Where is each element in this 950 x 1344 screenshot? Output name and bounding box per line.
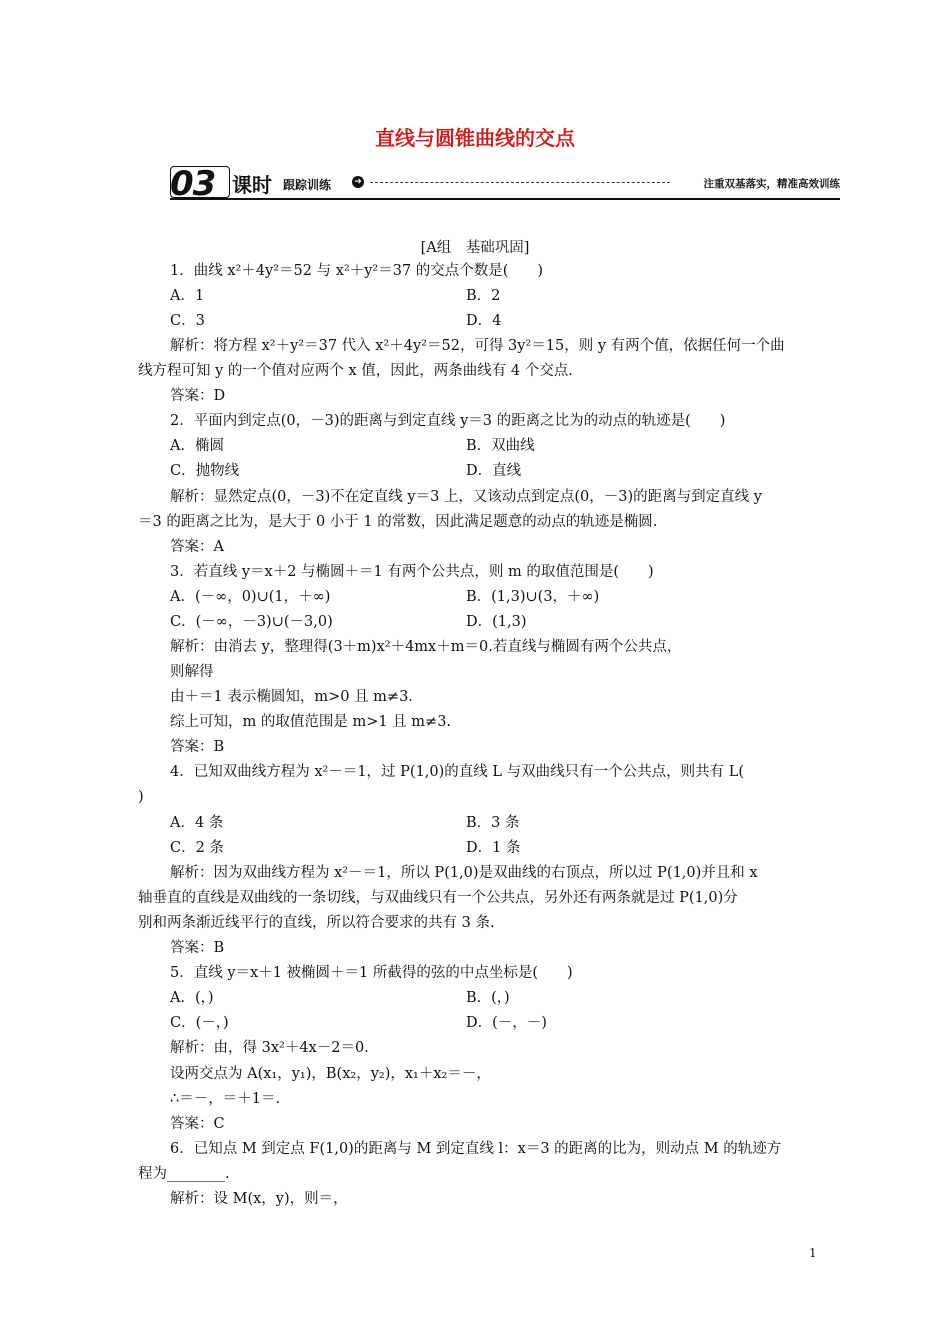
question-6: 6．已知点 M 到定点 F(1,0)的距离与 M 到定直线 l：x＝3 的距离的比为，则动点 M 的轨迹方	[170, 1141, 782, 1157]
q1-option-a: A．1	[170, 288, 205, 304]
q3-analysis-line: 综上可知，m 的取值范围是 m>1 且 m≠3.	[170, 714, 452, 730]
q5-analysis-line: 解析：由，得 3x²＋4x－2＝0.	[170, 1040, 369, 1056]
group-header: [A组 基础巩固]	[420, 240, 530, 256]
question-5: 5．直线 y＝x＋1 被椭圆＋＝1 所截得的弦的中点坐标是( )	[170, 965, 573, 981]
page-title: 直线与圆锥曲线的交点	[375, 126, 575, 150]
arrow-icon: ➔	[352, 176, 364, 188]
q4-option-d: D．1 条	[466, 840, 521, 856]
lesson-banner	[170, 160, 840, 204]
q3-option-c: C．(－∞，－3)∪(－3,0)	[170, 614, 333, 630]
q4-option-a: A．4 条	[170, 815, 224, 831]
q4-analysis-line: 轴垂直的直线是双曲线的一条切线，与双曲线只有一个公共点，另外还有两条就是过 P(1,0)分	[138, 890, 738, 906]
q2-analysis-line: ＝3 的距离之比为，是大于 0 小于 1 的常数，因此满足题意的动点的轨迹是椭圆.	[138, 514, 658, 530]
banner-rule	[170, 198, 840, 200]
q2-option-d: D．直线	[466, 463, 522, 479]
q5-option-a: A．(，)	[170, 990, 214, 1006]
q6-analysis-line: 解析：设 M(x，y)，则＝，	[170, 1191, 348, 1207]
q5-analysis-line: ∴＝－，＝＋1＝.	[170, 1091, 281, 1107]
q4-analysis-line: 别和两条渐近线平行的直线，所以符合要求的共有 3 条.	[138, 915, 495, 931]
q2-answer: 答案：A	[170, 539, 224, 555]
lesson-word: 课时	[232, 173, 272, 197]
q3-option-b: B．(1,3)∪(3，＋∞)	[466, 589, 600, 605]
question-6-continued: 程为________.	[138, 1166, 230, 1182]
q5-analysis-line: 设两交点为 A(x₁，y₁)，B(x₂，y₂)，x₁＋x₂＝－，	[170, 1066, 491, 1082]
q3-analysis-line: 则解得	[170, 664, 214, 680]
q2-analysis-line: 解析：显然定点(0，－3)不在定直线 y＝3 上，又该动点到定点(0，－3)的距离与到定直线 y	[170, 489, 762, 505]
q1-analysis-line: 解析：将方程 x²＋y²＝37 代入 x²＋4y²＝52，可得 3y²＝15，则 y 有两个值，依据任何一个曲	[170, 338, 785, 354]
question-3: 3．若直线 y＝x＋2 与椭圆＋＝1 有两个公共点，则 m 的取值范围是( )	[170, 564, 654, 580]
q1-option-d: D．4	[466, 313, 502, 329]
q4-analysis-line: 解析：因为双曲线方程为 x²－＝1，所以 P(1,0)是双曲线的右顶点，所以过 P(1,0)并且和 x	[170, 865, 758, 881]
q4-option-c: C．2 条	[170, 840, 224, 856]
q3-analysis-line: 由＋＝1 表示椭圆知，m>0 且 m≠3.	[170, 689, 413, 705]
q3-analysis-line: 解析：由消去 y，整理得(3＋m)x²＋4mx＋m＝0.若直线与椭圆有两个公共点，	[170, 639, 682, 655]
q1-option-b: B．2	[466, 288, 501, 304]
q5-option-c: C．(－，)	[170, 1015, 229, 1031]
q4-answer: 答案：B	[170, 940, 225, 956]
question-4-continued: )	[138, 789, 144, 805]
banner-note: 注重双基落实，精准高效训练	[703, 178, 840, 190]
q5-option-d: D．(－，－)	[466, 1015, 547, 1031]
q1-option-c: C．3	[170, 313, 205, 329]
question-4: 4．已知双曲线方程为 x²－＝1，过 P(1,0)的直线 L 与双曲线只有一个公共点，则共有 L(	[170, 764, 745, 780]
q1-answer: 答案：D	[170, 388, 226, 404]
q5-answer: 答案：C	[170, 1116, 225, 1132]
q1-analysis-line: 线方程可知 y 的一个值对应两个 x 值，因此，两条曲线有 4 个交点.	[138, 363, 573, 379]
page-number: 1	[809, 1246, 817, 1260]
banner-dashed-line	[370, 182, 670, 183]
q2-option-a: A．椭圆	[170, 438, 224, 454]
q3-answer: 答案：B	[170, 739, 225, 755]
q5-option-b: B．(，)	[466, 990, 510, 1006]
q2-option-c: C．抛物线	[170, 463, 240, 479]
question-2: 2．平面内到定点(0，－3)的距离与到定直线 y＝3 的距离之比为的动点的轨迹是( )	[170, 413, 726, 429]
q3-option-a: A．(－∞，0)∪(1，＋∞)	[170, 589, 331, 605]
banner-subtitle: 跟踪训练	[283, 178, 332, 192]
q3-option-d: D．(1,3)	[466, 614, 527, 630]
q2-option-b: B．双曲线	[466, 438, 535, 454]
lesson-number: 03	[170, 164, 216, 204]
question-1: 1．曲线 x²＋4y²＝52 与 x²＋y²＝37 的交点个数是( )	[170, 263, 544, 279]
q4-option-b: B．3 条	[466, 815, 520, 831]
